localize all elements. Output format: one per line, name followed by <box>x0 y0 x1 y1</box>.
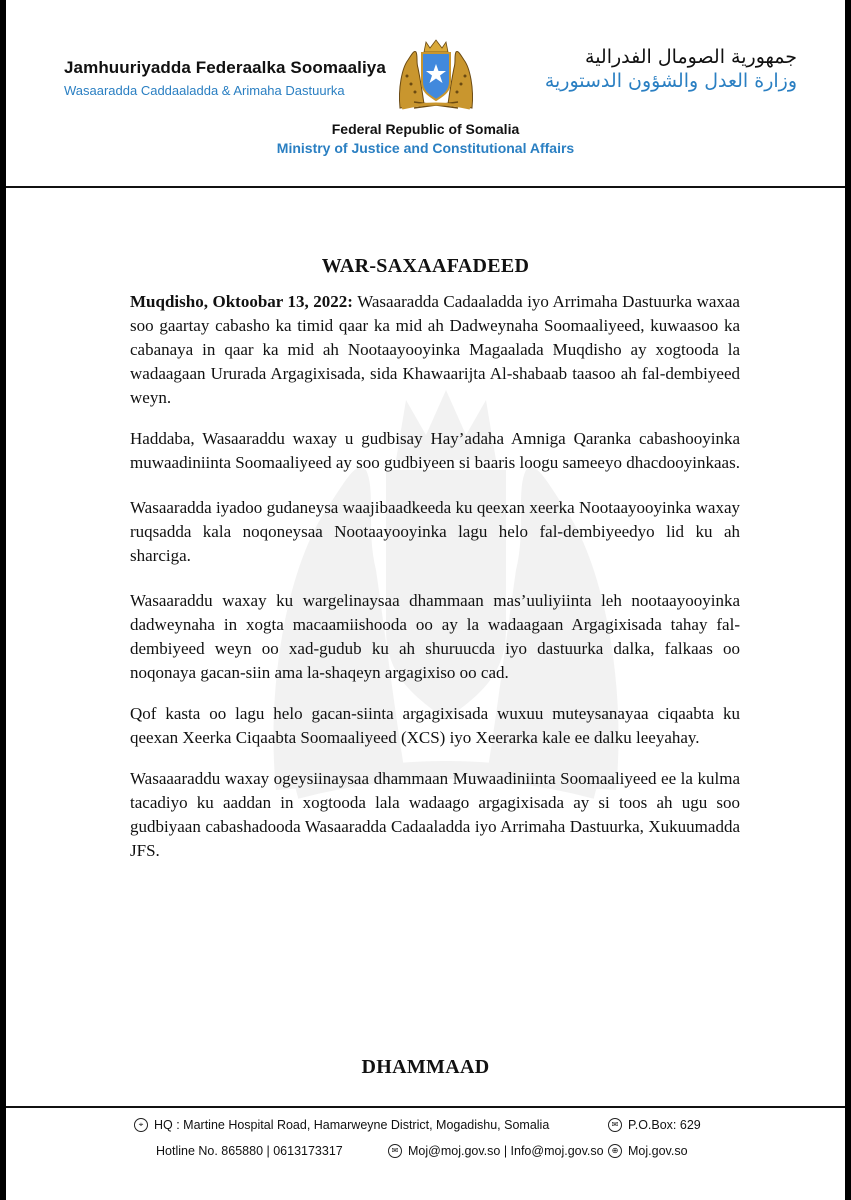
header-right-subtitle: وزارة العدل والشؤون الدستورية <box>544 70 797 92</box>
header-right-block <box>537 46 797 92</box>
paragraph-1 <box>130 290 740 410</box>
footer-divider <box>6 1106 845 1108</box>
dateline: Muqdisho, Oktoobar 13, 2022: <box>130 292 353 311</box>
footer-website-row <box>608 1144 688 1158</box>
envelope-icon: ✉ <box>388 1144 402 1158</box>
header-center-title: Federal Republic of Somalia <box>331 121 520 137</box>
footer-hotline-row <box>156 1144 343 1158</box>
header-divider <box>6 186 845 188</box>
coat-of-arms-emblem <box>394 38 478 112</box>
mailbox-icon: ✉ <box>608 1118 622 1132</box>
location-pin-icon: ⌖ <box>134 1118 148 1132</box>
closing-word: DHAMMAAD <box>361 1056 490 1078</box>
press-release-body <box>130 290 740 880</box>
header-right-title: جمهورية الصومال الفدرالية <box>585 46 797 68</box>
header-center-subtitle: Ministry of Justice and Constitutional Affairs <box>276 140 575 156</box>
footer-pobox: P.O.Box: 629 <box>628 1118 701 1132</box>
letterhead-page <box>6 0 845 1200</box>
paragraph-2: Haddaba, Wasaaraddu waxay u gudbisay Hay’adaha Amniga Qaranka cabashooyinka muwaadiniinta Soomaaliyeed ay soo gudbiyeen si baaris loogu sameeyo dhacdooyinkaas. <box>130 429 740 472</box>
paragraph-1-text: Wasaaradda Cadaaladda iyo Arrimaha Dastuurka waxaa soo gaartay cabasho ka timid qaar ka mid ah Dadweynaha Soomaaliyeed, kuwaasoo ka cabanaya in qaar ka mid ah Nootaayooyinka Magaalada Muqdisho ay xogtooda la wadaagaan Ururada Argagixisada, sida Khawaarijta Al-shabaab taasoo ah fal-dembiyeed weyn. <box>130 292 740 407</box>
footer-pobox-row <box>608 1118 701 1132</box>
globe-icon: ⊕ <box>608 1144 622 1158</box>
footer-email-row <box>388 1144 604 1158</box>
paragraph-5: Qof kasta oo lagu helo gacan-siinta argagixisada wuxuu muteysanayaa ciqaabta ku qeexan Xeerka Ciqaabta Soomaaliyeed (XCS) iyo Xeerarka kale ee dalku leeyahay. <box>130 704 740 747</box>
footer-address-row <box>134 1118 549 1132</box>
header-left-block <box>64 58 394 98</box>
footer-address: HQ : Martine Hospital Road, Hamarweyne District, Mogadishu, Somalia <box>154 1118 550 1132</box>
paragraph-3: Wasaaradda iyadoo gudaneysa waajibaadkeeda ku qeexan xeerka Nootaayooyinka waxay ruqsadda kala noqoneysaa Nootaayooyinka lagu helo fal-dembiyeedyo lid ku ah sharciga. <box>130 498 740 565</box>
header-left-title: Jamhuuriyadda Federaalka Soomaaliya <box>64 58 386 77</box>
paragraph-4: Wasaaraddu waxay ku wargelinaysaa dhammaan mas’uuliyiinta leh nootaayooyinka dadweynaha in xogta macaamiishooda oo ay la wadaagaan Argagixisada tahay fal-dembiyeed weyn oo xad-gudub ku ah shuruucda iyo dastuurka dalka, falkaas oo noqonaya gacan-siin ama la-shaqeyn argagixiso oo cad. <box>130 591 740 682</box>
footer-hotline: Hotline No. 865880 | 0613173317 <box>156 1144 343 1158</box>
document-title: WAR-SAXAAFADEED <box>321 255 530 277</box>
footer-website[interactable]: Moj.gov.so <box>628 1144 688 1158</box>
header-left-subtitle: Wasaaradda Caddaaladda & Arimaha Dastuurka <box>64 83 345 98</box>
footer-emails[interactable]: Moj@moj.gov.so | Info@moj.gov.so <box>408 1144 604 1158</box>
header-center-block <box>6 121 845 156</box>
paragraph-6: Wasaaaraddu waxay ogeysiinaysaa dhammaan Muwaadiniinta Soomaaliyeed ee la kulma tacadiyo ku aaddan in xogtooda lala wadaago argagixisada ay si toos ah ugu soo gudbiyaan cabashadooda Wasaaradda Cadaaladda iyo Arrimaha Dastuurka, Xukuumadda JFS. <box>130 769 740 860</box>
